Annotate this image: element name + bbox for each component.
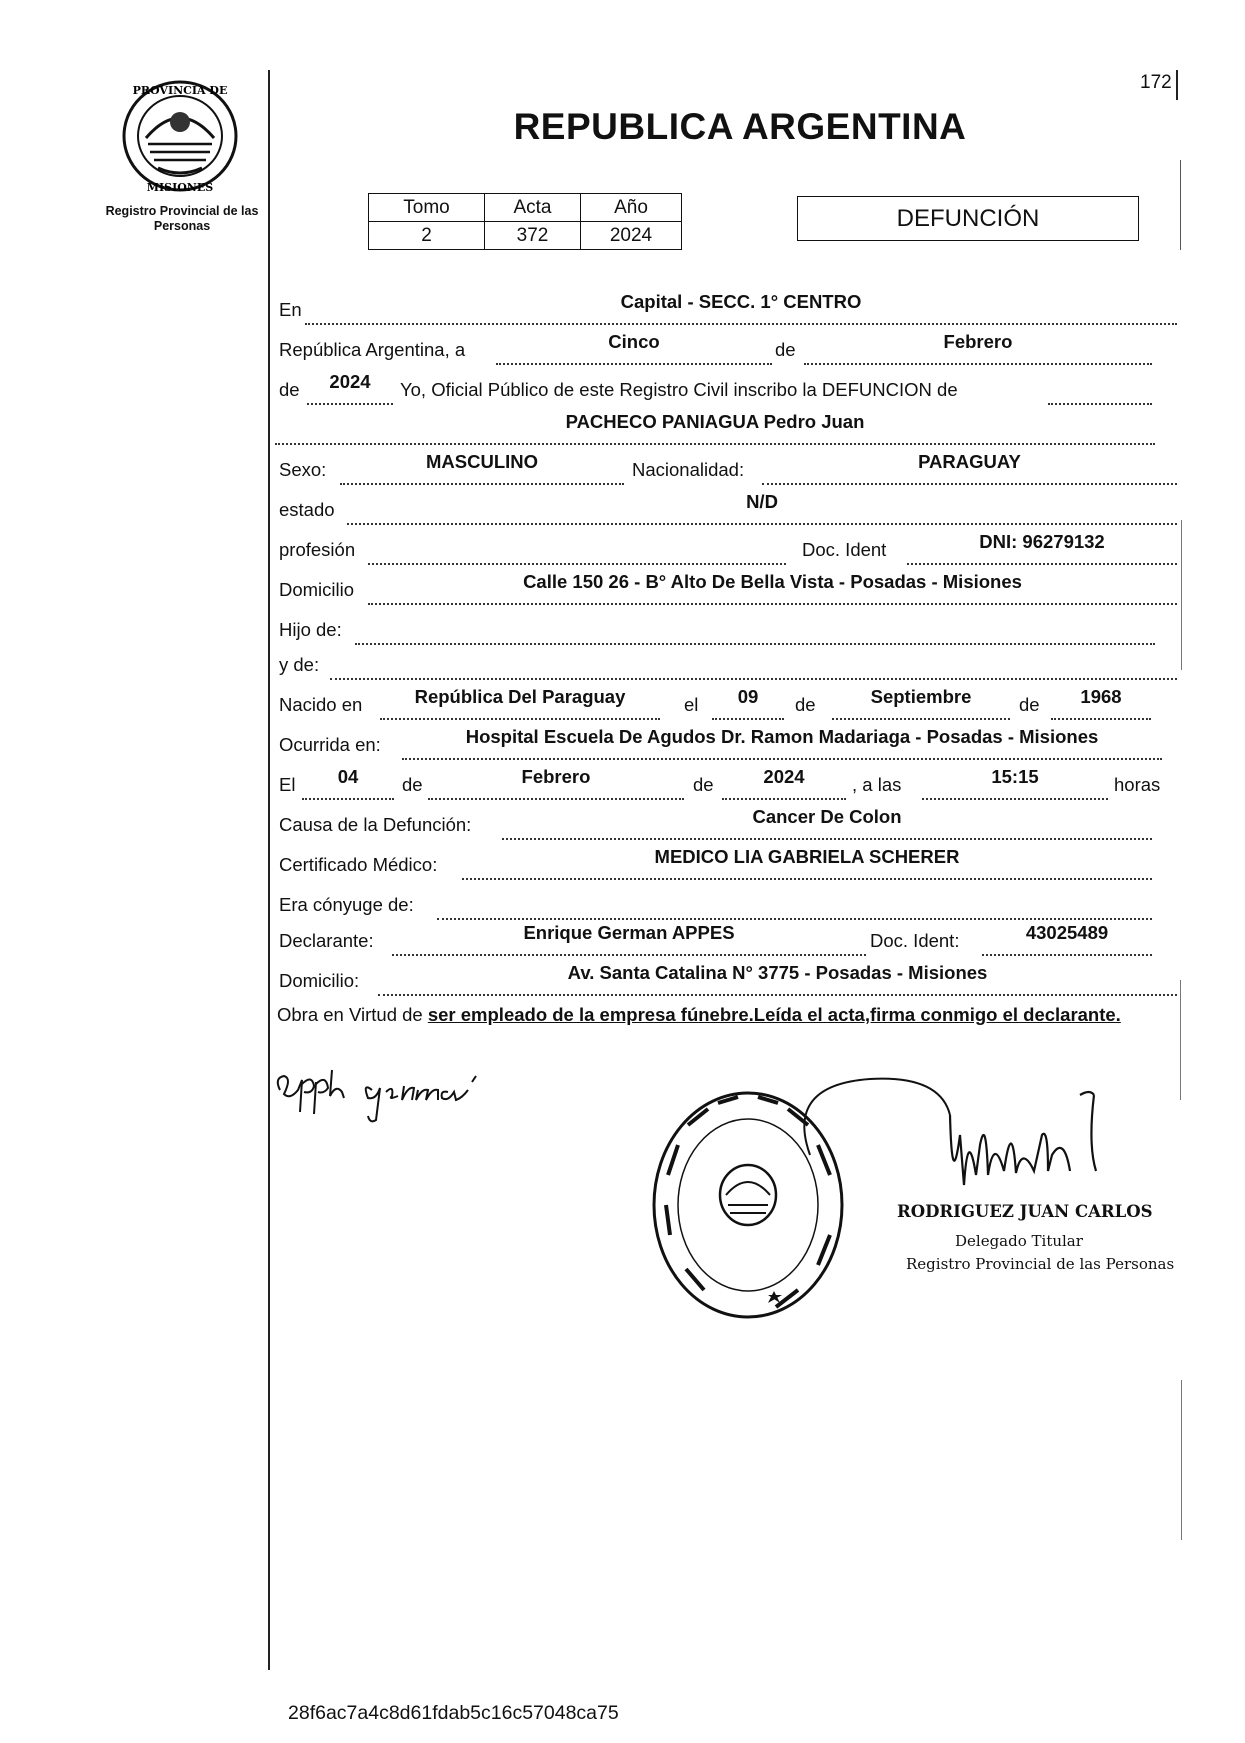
right-margin-mark xyxy=(1181,1380,1182,1540)
alas-label: , a las xyxy=(852,774,902,795)
nacido-field: República Del Paraguay xyxy=(380,684,660,720)
nacionalidad-field: PARAGUAY xyxy=(762,449,1177,485)
hijo-label: Hijo de: xyxy=(279,619,342,640)
nac-dia-field: 09 xyxy=(712,684,784,720)
ocurrida-label: Ocurrida en: xyxy=(279,734,381,755)
anio-value: 2024 xyxy=(581,222,682,250)
de-label: de xyxy=(402,774,423,795)
estado-label: estado xyxy=(279,499,335,520)
row-decl-domicilio xyxy=(0,956,1245,996)
official-role: Delegado Titular xyxy=(955,1232,1083,1250)
nombre-field: PACHECO PANIAGUA Pedro Juan xyxy=(275,409,1155,445)
official-name: RODRIGUEZ JUAN CARLOS xyxy=(897,1202,1153,1221)
row-inscribo xyxy=(0,365,1245,405)
obra-label: Obra en Virtud de xyxy=(277,1004,423,1025)
document-hash: 28f6ac7a4c8d61fdab5c16c57048ca75 xyxy=(288,1702,619,1724)
conyuge-label: Era cónyuge de: xyxy=(279,894,414,915)
declarante-field: Enrique German APPES xyxy=(392,920,866,956)
horas-label: horas xyxy=(1114,774,1161,795)
def-anio-field: 2024 xyxy=(722,764,846,800)
page-number-rule xyxy=(1176,70,1178,100)
domicilio-field: Calle 150 26 - B° Alto De Bella Vista - Posadas - Misiones xyxy=(368,569,1177,605)
yde-field xyxy=(330,644,1177,680)
certificado-label: Certificado Médico: xyxy=(279,854,438,875)
row-nacido xyxy=(0,680,1245,720)
document-title: REPUBLICA ARGENTINA xyxy=(513,106,967,147)
decl-domicilio-label: Domicilio: xyxy=(279,970,360,991)
svg-text:PROVINCIA DE: PROVINCIA DE xyxy=(132,84,228,97)
record-type-box: DEFUNCIÓN xyxy=(797,196,1139,241)
row-nombre xyxy=(0,405,1245,445)
domicilio-label: Domicilio xyxy=(279,579,355,600)
row-fecha xyxy=(0,325,1245,365)
row-ocurrida xyxy=(0,720,1245,760)
def-dia-field: 04 xyxy=(302,764,394,800)
declarant-handwritten-signature xyxy=(272,1060,502,1130)
nacionalidad-label: Nacionalidad: xyxy=(632,459,745,480)
el-label: el xyxy=(684,694,699,715)
en-field: Capital - SECC. 1° CENTRO xyxy=(305,289,1177,325)
certificado-field: MEDICO LIA GABRIELA SCHERER xyxy=(462,844,1152,880)
svg-text:MISIONES: MISIONES xyxy=(146,181,214,194)
right-margin-mark xyxy=(1180,160,1181,250)
registry-name: Registro Provincial de las Personas xyxy=(105,204,259,233)
nac-anio-field: 1968 xyxy=(1051,684,1151,720)
de-label: de xyxy=(775,339,796,360)
nacido-label: Nacido en xyxy=(279,694,363,715)
page-number: 172 xyxy=(1140,72,1172,93)
obra-value: ser empleado de la empresa fúnebre.Leída el acta,firma conmigo el declarante. xyxy=(427,1004,1121,1025)
official-office: Registro Provincial de las Personas xyxy=(906,1255,1175,1273)
tomo-value: 2 xyxy=(369,222,485,250)
reference-table xyxy=(368,193,682,250)
ocurrida-field: Hospital Escuela De Agudos Dr. Ramon Madariaga - Posadas - Misiones xyxy=(402,724,1162,760)
nac-mes-field: Septiembre xyxy=(832,684,1010,720)
doc-ident-field: DNI: 96279132 xyxy=(907,529,1177,565)
en-label: En xyxy=(279,299,302,320)
profesion-label: profesión xyxy=(279,539,356,560)
row-yde xyxy=(0,640,1245,680)
row-conyuge xyxy=(0,880,1245,920)
def-mes-field: Febrero xyxy=(428,764,684,800)
decl-domicilio-field: Av. Santa Catalina N° 3775 - Posadas - Misiones xyxy=(378,960,1177,996)
de-label: de xyxy=(1019,694,1040,715)
republica-label: República Argentina, a xyxy=(279,339,466,360)
hora-field: 15:15 xyxy=(922,764,1108,800)
reference-value-row xyxy=(369,222,682,250)
profesion-field xyxy=(368,529,786,565)
estado-field: N/D xyxy=(347,489,1177,525)
obra-paragraph xyxy=(277,1000,1177,1029)
sexo-field: MASCULINO xyxy=(340,449,624,485)
inscribo-blank xyxy=(1048,369,1152,405)
row-estado xyxy=(0,485,1245,525)
el-label: El xyxy=(279,774,296,795)
dia-field: Cinco xyxy=(496,329,772,365)
official-signature xyxy=(790,1075,1150,1215)
anio-header: Año xyxy=(581,194,682,222)
sexo-label: Sexo: xyxy=(279,459,327,480)
row-profesion xyxy=(0,525,1245,565)
conyuge-field xyxy=(437,884,1152,920)
decl-doc-field: 43025489 xyxy=(982,920,1152,956)
doc-ident-label: Doc. Ident xyxy=(802,539,887,560)
row-causa xyxy=(0,800,1245,840)
inscribo-text: Yo, Oficial Público de este Registro Civil inscribo la DEFUNCION de xyxy=(400,379,958,400)
causa-label: Causa de la Defunción: xyxy=(279,814,472,835)
declarante-label: Declarante: xyxy=(279,930,374,951)
row-en xyxy=(0,285,1245,325)
tomo-header: Tomo xyxy=(369,194,485,222)
row-domicilio xyxy=(0,565,1245,605)
de-label: de xyxy=(279,379,300,400)
mes-field: Febrero xyxy=(804,329,1152,365)
yde-label: y de: xyxy=(279,654,320,675)
decl-doc-label: Doc. Ident: xyxy=(870,930,960,951)
row-sexo xyxy=(0,445,1245,485)
reference-header-row xyxy=(369,194,682,222)
provincial-seal-logo xyxy=(118,78,242,196)
causa-field: Cancer De Colon xyxy=(502,804,1152,840)
row-declarante xyxy=(0,916,1245,956)
de-label: de xyxy=(795,694,816,715)
row-hijo xyxy=(0,605,1245,645)
right-margin-mark xyxy=(1180,980,1181,1100)
row-certificado xyxy=(0,840,1245,880)
acta-header: Acta xyxy=(485,194,581,222)
anio-field: 2024 xyxy=(307,369,393,405)
de-label: de xyxy=(693,774,714,795)
row-fecha-defuncion xyxy=(0,760,1245,800)
acta-value: 372 xyxy=(485,222,581,250)
